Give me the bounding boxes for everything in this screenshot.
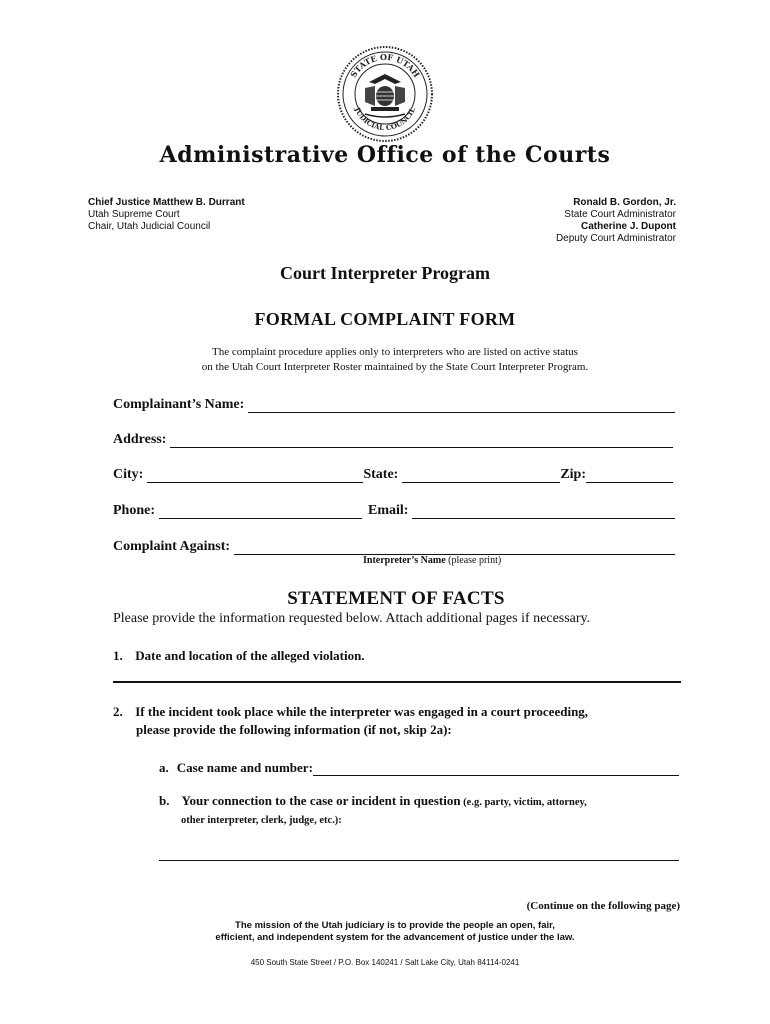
zip-field[interactable] [586,468,673,483]
interpreter-name-caption-note: (please print) [445,555,502,566]
interpreter-name-caption-bold: Interpreter’s Name [363,555,446,566]
complaint-against-row [113,535,675,555]
question-2b [159,792,587,830]
supreme-court-label: Utah Supreme Court [88,209,180,220]
phone-email-row [113,499,675,519]
address-label: Address: [113,432,167,447]
continue-note: (Continue on the following page) [526,900,680,912]
zip-label: Zip: [560,467,587,482]
question-1-answer-line[interactable] [113,681,681,683]
complaint-against-field[interactable] [234,540,675,555]
header-left-block [88,197,245,233]
mission-line-1: The mission of the Utah judiciary is to provide the people an open, fair, [235,920,555,931]
question-2a-row [159,756,679,776]
question-1-number: 1. [113,648,123,663]
phone-label: Phone: [113,503,155,518]
question-2-number: 2. [113,704,123,719]
form-title: FORMAL COMPLAINT FORM [254,309,516,329]
city-field[interactable] [147,468,363,483]
state-field[interactable] [402,468,560,483]
question-2b-letter: b. [159,793,170,808]
program-title: Court Interpreter Program [280,263,490,283]
intro-text [0,345,770,375]
address-row [113,428,673,448]
question-2b-examples: (e.g. party, victim, attorney, [460,797,587,808]
statement-of-facts-title: STATEMENT OF FACTS [287,588,505,609]
email-field[interactable] [412,504,675,519]
administrator-title: State Court Administrator [564,209,676,220]
svg-text:STATE OF UTAH: STATE OF UTAH [348,51,422,80]
chief-justice-name: Chief Justice Matthew B. Durrant [88,197,245,208]
mission-line-2: efficient, and independent system for the advancement of justice under the law. [215,932,575,943]
complainant-name-label: Complainant’s Name: [113,397,245,412]
svg-text:JUDICIAL COUNCIL: JUDICIAL COUNCIL [352,105,418,133]
intro-line-1: The complaint procedure applies only to interpreters who are listed on active status [212,346,578,358]
interpreter-name-caption [363,555,501,566]
header-right-block [556,197,676,245]
email-label: Email: [368,503,409,518]
footer-address: 450 South State Street / P.O. Box 140241 / Salt Lake City, Utah 84114-0241 [250,958,520,967]
complaint-against-label: Complaint Against: [113,539,231,554]
question-2a-label: Case name and number: [176,760,313,775]
question-1-text: Date and location of the alleged violation. [135,648,365,663]
state-seal-logo [335,44,435,144]
intro-line-2: on the Utah Court Interpreter Roster maintained by the State Court Interpreter Program. [201,361,589,373]
deputy-title: Deputy Court Administrator [555,233,676,244]
question-2-line-1: If the incident took place while the interpreter was engaged in a court proceeding, [135,704,589,719]
deputy-name: Catherine J. Dupont [580,221,676,232]
complainant-name-row [113,393,675,413]
statement-instructions: Please provide the information requested below. Attach additional pages if necessary. [113,611,591,626]
state-label: State: [363,467,399,482]
question-2b-line-2: other interpreter, clerk, judge, etc.): [181,815,342,826]
mission-statement [0,920,770,944]
question-2b-text: Your connection to the case or incident in question [181,793,461,808]
case-name-number-field[interactable] [313,761,679,776]
question-2a-letter: a. [159,760,169,775]
question-2 [113,703,588,739]
question-1 [113,647,365,665]
complainant-name-field[interactable] [248,398,675,413]
city-label: City: [113,467,144,482]
council-chair-label: Chair, Utah Judicial Council [88,221,211,232]
phone-field[interactable] [159,504,362,519]
address-field[interactable] [170,433,673,448]
city-state-zip-row [113,463,673,483]
question-2b-answer-line[interactable] [159,860,679,861]
office-title: Administrative Office of the Courts [159,142,611,168]
question-2-line-2: please provide the following information (if not, skip 2a): [136,722,452,737]
administrator-name: Ronald B. Gordon, Jr. [573,197,676,208]
